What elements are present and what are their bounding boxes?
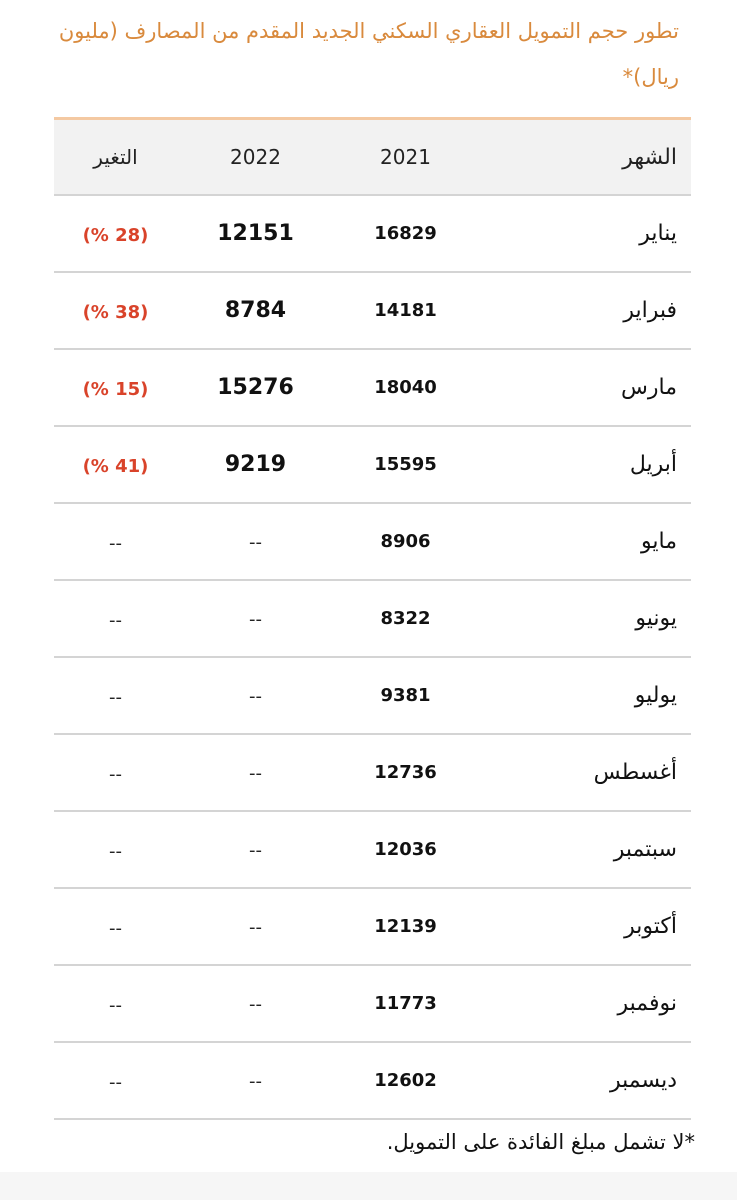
table-row (54, 888, 691, 965)
value-2022-cell: -- (249, 1071, 262, 1092)
header-change: التغير (54, 119, 177, 196)
value-2022-cell: -- (249, 840, 262, 861)
value-2022-cell-wrap (177, 734, 334, 811)
value-2021-cell: 9381 (334, 657, 477, 734)
value-2021-cell: 12736 (334, 734, 477, 811)
month-cell: ديسمبر (477, 1042, 691, 1119)
change-cell: -- (109, 840, 122, 862)
month-cell: أبريل (477, 426, 691, 503)
month-cell: أغسطس (477, 734, 691, 811)
month-cell: أكتوبر (477, 888, 691, 965)
value-2021-cell: 8322 (334, 580, 477, 657)
value-2021-cell: 16829 (334, 195, 477, 272)
table-row (54, 426, 691, 503)
change-cell: -- (109, 994, 122, 1016)
value-2021-cell: 14181 (334, 272, 477, 349)
change-cell-wrap (54, 580, 177, 657)
month-cell: يناير (477, 195, 691, 272)
change-cell: (15 %) (82, 378, 149, 400)
table-row (54, 349, 691, 426)
footnote: *لا تشمل مبلغ الفائدة على التمويل. (386, 1130, 695, 1154)
value-2021-cell: 12139 (334, 888, 477, 965)
table-header (54, 119, 691, 196)
change-cell: (41 %) (82, 455, 149, 477)
header-2022: 2022 (177, 119, 334, 196)
table-row (54, 965, 691, 1042)
value-2022-cell-wrap (177, 503, 334, 580)
bottom-bar (0, 1172, 737, 1200)
value-2021-cell: 12602 (334, 1042, 477, 1119)
value-2022-cell-wrap (177, 811, 334, 888)
change-cell-wrap (54, 503, 177, 580)
financing-table-container (54, 117, 691, 1120)
value-2022-cell-wrap (177, 580, 334, 657)
table-row (54, 580, 691, 657)
change-cell: -- (109, 686, 122, 708)
value-2022-cell-wrap (177, 965, 334, 1042)
value-2022-cell: -- (249, 917, 262, 938)
value-2021-cell: 11773 (334, 965, 477, 1042)
change-cell: -- (109, 1071, 122, 1093)
value-2021-cell: 18040 (334, 349, 477, 426)
change-cell-wrap (54, 657, 177, 734)
table-row (54, 734, 691, 811)
value-2022-cell: -- (249, 686, 262, 707)
value-2021-cell: 8906 (334, 503, 477, 580)
value-2022-cell: 12151 (177, 195, 334, 272)
header-row (54, 119, 691, 196)
change-cell: (38 %) (82, 301, 149, 323)
value-2021-cell: 12036 (334, 811, 477, 888)
header-2021: 2021 (334, 119, 477, 196)
table-row (54, 272, 691, 349)
change-cell-wrap (54, 349, 177, 426)
value-2022-cell-wrap (177, 657, 334, 734)
value-2022-cell: 9219 (177, 426, 334, 503)
month-cell: فبراير (477, 272, 691, 349)
change-cell: -- (109, 917, 122, 939)
value-2022-cell: 8784 (177, 272, 334, 349)
month-cell: مارس (477, 349, 691, 426)
table-body (54, 195, 691, 1119)
value-2022-cell: 15276 (177, 349, 334, 426)
change-cell-wrap (54, 811, 177, 888)
table-row (54, 503, 691, 580)
value-2021-cell: 15595 (334, 426, 477, 503)
value-2022-cell: -- (249, 609, 262, 630)
change-cell: -- (109, 763, 122, 785)
month-cell: سبتمبر (477, 811, 691, 888)
table-row (54, 195, 691, 272)
header-month: الشهر (477, 119, 691, 196)
table-row (54, 657, 691, 734)
value-2022-cell: -- (249, 763, 262, 784)
change-cell-wrap (54, 1042, 177, 1119)
value-2022-cell-wrap (177, 888, 334, 965)
value-2022-cell: -- (249, 532, 262, 553)
change-cell-wrap (54, 965, 177, 1042)
change-cell: -- (109, 609, 122, 631)
change-cell-wrap (54, 195, 177, 272)
month-cell: نوفمبر (477, 965, 691, 1042)
value-2022-cell: -- (249, 994, 262, 1015)
month-cell: يونيو (477, 580, 691, 657)
month-cell: مايو (477, 503, 691, 580)
table-row (54, 811, 691, 888)
change-cell: (28 %) (82, 224, 149, 246)
month-cell: يوليو (477, 657, 691, 734)
value-2022-cell-wrap (177, 1042, 334, 1119)
financing-table (54, 117, 691, 1120)
change-cell-wrap (54, 272, 177, 349)
change-cell-wrap (54, 426, 177, 503)
change-cell: -- (109, 532, 122, 554)
page-title: تطور حجم التمويل العقاري السكني الجديد المقدم من المصارف (مليون ريال)* (58, 19, 679, 89)
change-cell-wrap (54, 734, 177, 811)
change-cell-wrap (54, 888, 177, 965)
table-row (54, 1042, 691, 1119)
